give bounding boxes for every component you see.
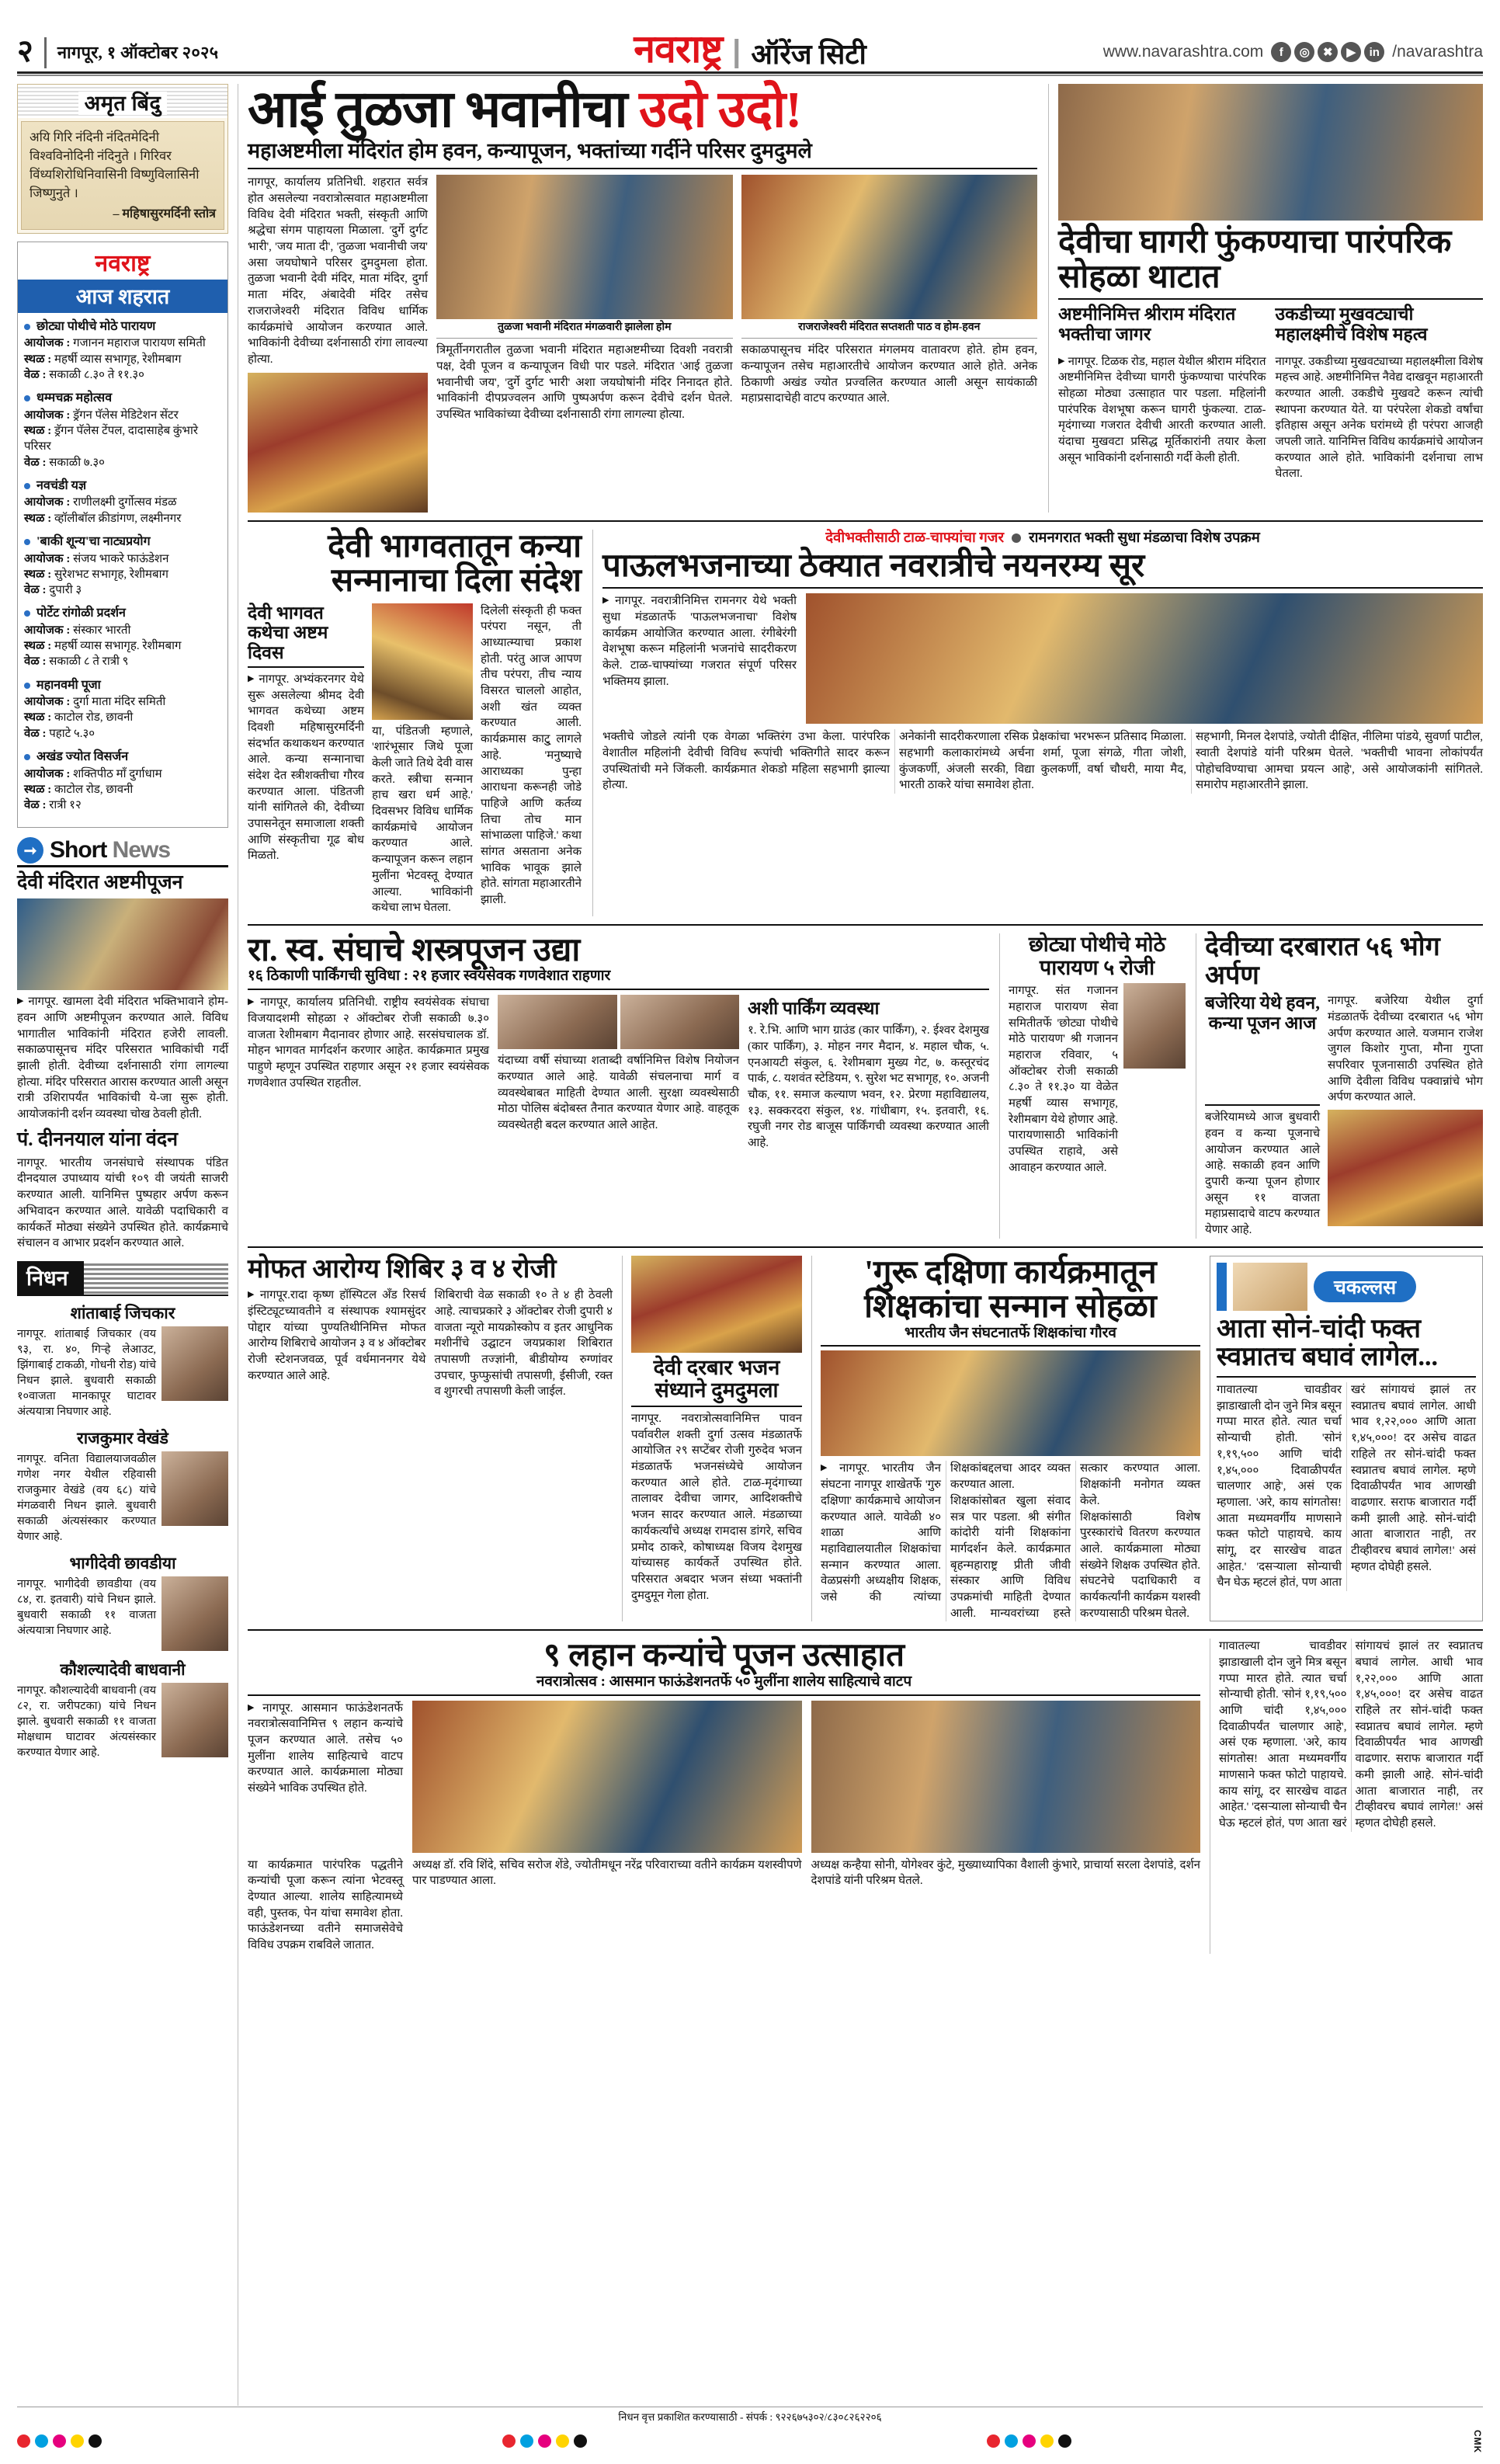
dot-black (89, 2434, 102, 2448)
lead-column-1 (248, 175, 428, 512)
amrit-bindu-body (21, 121, 224, 230)
top-block (248, 84, 1483, 513)
deceased-photo (161, 1326, 228, 1401)
cmyk-mark: CMK (1471, 2429, 1483, 2453)
story-paul[interactable] (592, 530, 1483, 916)
story-guru[interactable] (811, 1256, 1200, 1622)
list-item[interactable] (24, 605, 221, 669)
masthead-left (17, 33, 219, 68)
event-venue: स्थळ : काटोल रोड, छावनी (24, 711, 134, 725)
registration-dots (17, 2430, 1483, 2453)
story-bhagwat[interactable] (248, 530, 582, 916)
bhog-photo (1328, 1110, 1483, 1226)
event-venue: स्थळ : सुरेशभट सभागृह, रेशीमबाग (24, 568, 168, 581)
kanya-text-1: ▶ नागपूर. आसमान फाऊंडेशनतर्फे नवरात्रोत्सवानिमित्त ९ लहान कन्यांचे पूजन करण्यात आले. तसेच ५० मुलींना शालेय साहित्याचे वाटप करण्यात आले. कार्यक्रमाला मोठ्या संख्येने भाविक उपस्थित होते. (248, 1701, 403, 1853)
masthead-rule (17, 71, 1483, 76)
deceased-photo (161, 1451, 228, 1526)
lead-columns (248, 175, 1037, 512)
event-organizer: आयोजक : संजय भाकरे फाऊंडेशन (24, 552, 169, 565)
ghagri-sub-right: उकडीच्या मुखवट्याची महालक्ष्मीचे विशेष महत्व (1275, 304, 1428, 344)
dot-red (502, 2434, 516, 2448)
paul-kicker-red: देवीभक्तीसाठी टाळ-चाफ्यांचा गजर (825, 530, 1005, 546)
chakallas-text-overflow: गावातल्या चावडीवर झाडाखाली दोन जुने मित्र बसून गप्पा मारत होते. त्यात चर्चा सोन्याची होती. 'सोनं १,१९,५०० आणि चांदी १,४५,००० दिवाळीपर्यंत चालणार आहे', असं एक म्हणाला. 'अरे, काय सांगतोस! आता मध्यमवर्गीय माणसाने फक्त फोटो पाहायचे. काय सांगू, दर सारखेच वाढत आहेत.' 'दसऱ्याला सोन्याची चैन घेऊ म्हटलं होतं, पण आता खरं सांगायचं झालं तर स्वप्नातच बघावं लागेल. आधी भाव १,२२,००० आणि आता १,४५,०००! दर असेच वाढत राहिले तर सोनं-चांदी फक्त स्वप्नातच बघावं लागेल. म्हणे दिवाळीपर्यंत भाव आणखी वाढणार. सराफ बाजारात गर्दी कमी झाली आहे. सोनं-चांदी आता बाजारात नाही, तर टीव्हीवरच बघावं लागेल!' असं म्हणत दोघेही हसले. (1219, 1640, 1483, 1830)
bhagwat-strap: देवी भागवत कथेचा अष्टम दिवस (248, 603, 364, 668)
bhog-text-1: नागपूर. बजेरिया येथील दुर्गा मंडळातर्फे देवीच्या दरबारात ५६ भोग अर्पण करण्यात आले. यजमान राजेश जुगल किशोर गुप्ता, मौना गुप्ता सपरिवार पूजनासाठी उपस्थित होते आणि देवीला विविध पक्वान्नांचे भोग अर्पण करण्यात आले. (1328, 995, 1483, 1104)
today-bar-title: आज शहरात (18, 280, 227, 313)
dot-magenta (53, 2434, 66, 2448)
rss-text-2: यंदाच्या वर्षी संघाच्या शताब्दी वर्षानिमित्त विशेष नियोजन करण्यात आले आहे. यावेळी संचलनाचा मार्ग व व्यवस्थेबाबत माहिती देण्यात आली. सुरक्षा व्यवस्थेसाठी मोठा पोलिस बंदोबस्त तैनात करण्यात येणार आहे. वाहतूक व्यवस्थेतही बदल करण्यात आले आहेत. (498, 1055, 739, 1131)
amrit-verse: अयि गिरि नंदिनी नंदितमेदिनी विश्वविनोदिनी नंदिनुते । गिरिवर विंध्यशिरोधिनिवासिनी विष्णुविलासिनी जिष्णुनुते । (30, 130, 200, 200)
section-divider (248, 1246, 1483, 1248)
dot-cyan (35, 2434, 48, 2448)
event-time: वेळ : सकाळी ८ ते रात्री ९ (24, 655, 129, 669)
paul-text-1: ▶ नागपूर. नवरात्रीनिमित्त रामनगर येथे भक्ती सुधा मंडळातर्फे 'पाऊलभजनाचा' विशेष कार्यक्रम आयोजित करण्यात आला. रंगीबेरंगी वेशभूषा करून महिलांनी भजनांचे सादरीकरण केले. टाळ-चाफ्यांच्या गजरात संपूर्ण परिसर भक्तिमय झाला. (602, 593, 797, 724)
health-text-1: ▶ नागपूर.रादा कृष्ण हॉस्पिटल अँड रिसर्च इंस्टिट्यूटच्यावतीने व संस्थापक श्यामसुंदर पोद्दार यांच्या पुण्यतिथीनिमित्त मोफत आरोग्य शिबिराचे आयोजन ३ व ४ ऑक्टोबर रोजी स्टेशनजवळ, पूर्व वर्धमाननगर येथे करण्यात आले आहे. (248, 1288, 426, 1400)
kanya-credits-2: अध्यक्ष कन्हैया सोनी, योगेश्वर कुंटे, मुख्याध्यापिका वैशाली कुंभारे, प्राचार्या सरला देशपांडे, दर्शन देशपांडे यांनी परिश्रम घेतले. (811, 1858, 1200, 1888)
event-title: धम्मचक्र महोत्सव (24, 390, 221, 407)
bhagwat-text-2: या, पंडितजी म्हणाले, 'शारंभूसार जिथे पूजा केली जाते तिथे देवी वास करते. स्त्रीचा सन्मान हाच खरा धर्म आहे.' दिवसभर विविध धार्मिक कार्यक्रमांचे आयोजन करण्यात आले. कन्यापूजन करून लहान मुलींना भेटवस्तू देण्यात आल्या. भाविकांनी कथेचा लाभ घेतला. (372, 725, 473, 915)
story-bhajan[interactable] (622, 1256, 802, 1622)
arrow-right-icon: ➞ (17, 837, 43, 864)
event-venue: स्थळ : ड्रॅगन पॅलेस टेंपल, दादासाहेब कुंभारे परिसर (24, 425, 198, 454)
lead-photo-right (741, 175, 1038, 319)
lead-column-2 (436, 175, 733, 512)
guru-text-2: शिक्षकांसोबत खुला संवाद सत्र पार पडला. श्री संगीत कांदोरी यांनी शिक्षकांना मार्गदर्शन केले. कार्यक्रमात बृहन्महाराष्ट्र प्रीती जीवी संस्कार आणि विविध उपक्रमांची माहिती देण्यात आली. मान्यवरांच्या हस्ते सत्कार करण्यात आला. शिक्षकांनी मनोगत व्यक्त केले. (950, 1462, 1200, 1620)
bhagwat-photo (372, 603, 473, 720)
rss-text-1: ▶ नागपूर, कार्यालय प्रतिनिधी. राष्ट्रीय स्वयंसेवक संघाचा विजयादशमी सोहळा २ ऑक्टोबर रोजी सकाळी ७.३० वाजता रेशीमबाग मैदानावर होणार आहे. सरसंघचालक डॉ. मोहन भागवत मार्गदर्शन करणार आहेत. कार्यक्रमात प्रमुख पाहुणे म्हणून उपस्थित राहणार असून २१ हजार स्वयंसेवक गणवेशात उपस्थित राहतील. (248, 995, 489, 1152)
cartoon-icon (1233, 1263, 1307, 1311)
lead-column-3 (741, 175, 1038, 512)
x-twitter-icon[interactable]: ✖ (1318, 42, 1338, 62)
place-date: नागपूर, १ ऑक्टोबर २०२५ (57, 43, 219, 62)
portrait-photo-2 (620, 995, 740, 1049)
lead-headline (248, 84, 1037, 136)
lead-photo-center (436, 175, 733, 319)
blue-tab-marker (1217, 1263, 1227, 1311)
obituary-header (17, 1261, 228, 1296)
chakallas-column[interactable] (1210, 1256, 1483, 1622)
bhog-sub: बजेरिया येथे हवन, कन्या पूजन आज (1205, 993, 1320, 1106)
deceased-name: राजकुमार वेखंडे (77, 1428, 168, 1447)
obituary-row (17, 1326, 228, 1420)
dot-cyan (520, 2434, 533, 2448)
amrit-bindu-title: अमृत बिंदु (78, 92, 168, 115)
event-time: वेळ : रात्री १२ (24, 799, 82, 812)
kanya-text-2: या कार्यक्रमात पारंपरिक पद्धतीने कन्यांची पूजा करून त्यांना भेटवस्तू देण्यात आल्या. शालेय साहित्यामध्ये वही, पुस्तक, पेन यांचा समावेश होता. फाऊंडेशनच्या वतीने समाजसेवेचे विविध उपक्रम राबविले जातात. (248, 1858, 403, 1952)
footer-note: निधन वृत्त प्रकाशित करण्यासाठी - संपर्क : ९२२६७५३०२/८३०८२६२२०६ (17, 2407, 1483, 2429)
parking-text: १. रे.भि. आणि भाग ग्राउंड (कार पार्किंग), २. ईश्वर देशमुख (कार पार्किंग), ३. मोहन नगर मैदान, ४. महाल चौक, ५. एनआयटी संकुल, ६. रेशीमबाग मुख्य गेट, ७. कस्तूरचंद पार्क, ८. यशवंत स्टेडियम, ९. सुरेश भट सभागृह, १०. अजनी चौक, ११. समाज कल्याण भवन, १२. प्रेरणा महाविद्यालय, १३. सक्करदरा संकुल, १४. गांधीबाग, १५. इतवारी, १६. रघुजी नगर रोड बाजूस पार्किंगची व्यवस्था करण्यात आली आहे. (748, 1024, 989, 1150)
guru-strap: भारतीय जैन संघटनातर्फे शिक्षकांचा गौरव (821, 1325, 1200, 1347)
dot-red (17, 2434, 30, 2448)
event-time: वेळ : पहाटे ५.३० (24, 727, 95, 740)
lead-text-2: सकाळपासूनच मंदिर परिसरात मंगलमय वातावरण होते. होम हवन, कन्यापूजन तसेच महाआरतीचे आयोजन करण्यात आले होते. अनेक ठिकाणी अखंड ज्योत प्रज्वलित करण्यात आली असून सायंकाळी महाप्रसादाचेही वाटप करण्यात आले. (741, 344, 1037, 405)
ghagri-headline: देवीचा घागरी फुंकण्याचा पारंपरिक सोहळा थाटात (1058, 225, 1483, 300)
short-news-text: ▶ नागपूर. खामला देवी मंदिरात भक्तिभावाने होम-हवन आणि अष्टमीपूजन करण्यात आले. विविध भागातील भाविकांनी मंदिरात हजेरी लावली. सकाळपासूनच मंदिर परिसरात भाविकांची गर्दी झाली होती. देवीच्या दर्शनासाठी रांगा लागल्या होत्या. मंदिर परिसरात आरास करण्यात आली असून रात्री उशिरापर्यंत भाविकांची ये-जा सुरू होती. आयोजकांनी दर्शन व्यवस्था चोख ठेवली होती. (17, 994, 228, 1123)
instagram-icon[interactable]: ◎ (1294, 42, 1314, 62)
linkedin-icon[interactable]: in (1364, 42, 1384, 62)
deceased-photo (161, 1683, 228, 1757)
short-news-item[interactable] (17, 872, 228, 1123)
publication-logo: नवराष्ट्र (634, 27, 723, 71)
lead-text-3: त्रिमूर्तीनगरातील तुळजा भवानी मंदिरात महाअष्टमीच्या दिवशी नवरात्री पक्ष, देवी पूजन व कन्यापूजन विधी पार पडले. मंदिरात 'आई तुळजा भवानीची जय', 'दुर्गे दुर्गट भारी' अशा जयघोषांनी मंदिर निनादत होते. भाविकांनी दीपप्रज्वलन आणि पुष्पअर्पण करून देवीचे दर्शन घेतले. उपस्थित भाविकांच्या देवीच्या दर्शनासाठी रांगा लागल्या होत्या. (436, 344, 733, 421)
list-item[interactable] (24, 749, 221, 813)
bhagwat-text-3: दिलेली संस्कृती ही फक्त परंपरा नसून, ती आध्यात्म्याचा प्रकाश होती. परंतु आज आपण तीच परंपरा, तीच न्याय विसरत चाललो आहोत, अशी खंत व्यक्त करण्यात आली. कार्यक्रमास काटु् लागले आहे. 'मनुष्याचे आराध्यका पुन्हा आराधना करूनही जोडे पाहिजे आणि कर्तव्य तिचा ताेच मान सांभाळला पाहिजे.' कथा सांगत असताना अनेक भाविक भावूक झाले होते. सांगता महाआरतीने झाली. (481, 604, 582, 907)
paul-text-2: भक्तीचे जोडले त्यांनी एक वेगळा भक्तिरंग उभा केला. पारंपरिक वेशातील महिलांनी देवीची विविध रूपांची भक्तिगीते सादर करून उपस्थितांची मने जिंकली. कार्यक्रमात शेकडो महिला सहभागी झाल्या होत्या. (602, 731, 890, 792)
guru-text-3: शिक्षकांसाठी विशेष पुरस्कारांचे वितरण करण्यात आले. कार्यक्रमाला मोठ्या संख्येने शिक्षक उपस्थित होते. संघटनेचे पदाधिकारी व कार्यकर्त्यांनी कार्यक्रम यशस्वी करण्यासाठी परिश्रम घेतले. (1080, 1510, 1200, 1620)
dot-cyan (1005, 2434, 1018, 2448)
paul-headline: पाऊलभजनाच्या ठेक्यात नवरात्रीचे नयनरम्य सूर (602, 549, 1483, 589)
deceased-photo (161, 1576, 228, 1651)
dot-yellow (71, 2434, 84, 2448)
chakallas-headline: आता सोनं-चांदी फक्त स्वप्नातच बघावं लागेल... (1217, 1315, 1476, 1378)
chakallas-badge: चकल्लस (1314, 1271, 1416, 1302)
kanya-photo-1 (412, 1701, 802, 1853)
dot-magenta (538, 2434, 551, 2448)
obituary-entry[interactable] (17, 1552, 228, 1651)
today-event-list (18, 313, 227, 827)
story-kanya[interactable] (248, 1639, 1200, 1953)
amrit-source: – महिषासुरमर्दिनी स्तोत्र (113, 207, 216, 221)
ghagri-photo (1058, 84, 1483, 221)
chakallas-header (1217, 1263, 1476, 1311)
section-divider (248, 924, 1483, 926)
lead-headline-black: आई तुळजा भवानीचा (248, 82, 640, 138)
page-body (17, 84, 1483, 2406)
event-title: पोर्टेट रांगोळी प्रदर्शन (24, 605, 221, 622)
paul-columns (602, 729, 1483, 794)
amrit-bindu-box (17, 84, 228, 234)
logo-separator (734, 39, 738, 68)
portrait-photo-1 (498, 995, 617, 1049)
masthead-divider (44, 37, 47, 68)
event-venue: स्थळ : व्हॉलीबॉल क्रीडांगण, लक्ष्मीनगर (24, 512, 182, 525)
ghagri-text-right: नागपूर. उकडीच्या मुखवट्याच्या महालक्ष्मीला विशेष महत्त्व आहे. अष्टमीनिमित्त नैवेद्य दाखवून महाआरती करण्यात आली. उकडीचे मुखवटे करून त्यांची स्थापना करण्यात येते. या परंपरेला शेकडो वर्षांचा इतिहास असून अनेक घरांमध्ये ही परंपरा आजही जपली जाते. यानिमित्त विविध कार्यक्रमांचे आयोजन करण्यात आले होते. भाविकांनी दर्शनाचा लाभ घेतला. (1275, 355, 1483, 481)
health-headline: मोफत आरोग्य शिबिर ३ व ४ रोजी (248, 1254, 557, 1284)
kanya-credits-1: अध्यक्ष डॉ. रवि शिंदे, सचिव सरोज शेंडे, ज्योतीमधून नरेंद्र परिवाराच्या वतीने कार्यक्रम यशस्वीपणे पार पाडण्यात आला. (412, 1858, 802, 1888)
list-item[interactable] (24, 318, 221, 383)
youtube-icon[interactable]: ▶ (1341, 42, 1361, 62)
kanya-strap: नवरात्रोत्सव : आसमान फाऊंडेशनतर्फे ५० मुलींना शालेय साहित्याचे वाटप (248, 1673, 1200, 1696)
pothi-headline: छोट्या पोथीचे मोठे पारायण ५ रोजी (1028, 932, 1166, 979)
rss-strap: १६ ठिकाणी पार्किंगची सुविधा : २१ हजार स्वयंसेवक गणवेशात राहणार (248, 968, 989, 990)
deceased-name: कौशल्यादेवी बाधवानी (60, 1659, 186, 1679)
chakallas-text: गावातल्या चावडीवर झाडाखाली दोन जुने मित्र बसून गप्पा मारत होते. त्यात चर्चा सोन्याची होती. 'सोनं १,१९,५०० आणि चांदी १,४५,००० दिवाळीपर्यंत चालणार आहे', असं एक म्हणाला. 'अरे, काय सांगतोस! आता मध्यमवर्गीय माणसाने फक्त फोटो पाहायचे. काय सांगू, दर सारखेच वाढत आहेत.' 'दसऱ्याला सोन्याची चैन घेऊ म्हटलं होतं, पण आता खरं सांगायचं झालं तर स्वप्नातच बघावं लागेल. आधी भाव १,२२,००० आणि आता १,४५,०००! दर असेच वाढत राहिले तर सोनं-चांदी फक्त स्वप्नातच बघावं लागेल. म्हणे दिवाळीपर्यंत भाव आणखी वाढणार. सराफ बाजारात गर्दी कमी झाली आहे. सोनं-चांदी आता बाजारात नाही, तर टीव्हीवरच बघावं लागेल!' असं म्हणत दोघेही हसले. (1217, 1384, 1476, 1590)
event-time: वेळ : सकाळी ८.३० ते ११.३० (24, 368, 144, 381)
bhog-text-2: बजेरियामध्ये आज बुधवारी हवन व कन्या पूजनाचे आयोजन करण्यात आले आहे. सकाळी हवन आणि दुपारी कन्या पूजन होणार असून ११ वाजता महाप्रसादाचे वाटप करण्यात येणार आहे. (1205, 1111, 1320, 1236)
short-news-text: नागपूर. भारतीय जनसंघाचे संस्थापक पंडित दीनदयाल उपाध्याय यांची १०९ वी जयंती साजरी करण्यात आली. यानिमित्त पुष्पहार अर्पण करून अभिवादन करण्यात आले. यावेळी पदाधिकारी व कार्यकर्ते मोठ्या संख्येने उपस्थित होते. कार्यक्रमाचे संचालन व आभार प्रदर्शन करण्यात आले. (17, 1156, 228, 1250)
bhajan-photo (631, 1256, 802, 1353)
color-dots-right (987, 2434, 1071, 2448)
story-ghagri[interactable] (1048, 84, 1483, 513)
dot-black (1058, 2434, 1071, 2448)
event-title: छोट्या पोथीचे मोठे पारायण (24, 318, 221, 335)
event-venue: स्थळ : महर्षी व्यास सभागृह. रेशीमबाग (24, 640, 182, 653)
event-organizer: आयोजक : ड्रॅगन पॅलेस मेडिटेशन सेंटर (24, 408, 179, 422)
health-text-2: शिबिराची वेळ सकाळी १० ते ४ ही ठेवली आहे. त्याचप्रकारे ३ ऑक्टोबर रोजी दुपारी ४ वाजता न्यूरो मायक्रोस्कोप व इतर आधुनिक मशीनींचे उद्घाटन जयप्रकाश शिबिरात तपासणी तज्ज्ञांनी, बीडीयोग्य रुग्णांवर उपचार, फुप्फुसांची तपासणी, ईसीजी, रक्त व शुगरची तपासणी केली जाईल. (434, 1289, 613, 1399)
pothi-photo (1123, 983, 1186, 1069)
dot-yellow (556, 2434, 569, 2448)
fourth-block (248, 1256, 1483, 1622)
photo-caption: तुळजा भवानी मंदिरात मंगळवारी झालेला होम (436, 319, 733, 339)
story-pothi[interactable] (999, 933, 1186, 1239)
section-divider (248, 1629, 1483, 1631)
bhajan-headline: देवी दरबार भजन संध्याने दुमदुमला (631, 1357, 802, 1407)
bhagwat-col-2 (372, 603, 473, 916)
lead-text-1: नागपूर, कार्यालय प्रतिनिधी. शहरात सर्वत्र होत असलेल्या नवरात्रोत्सवात महाअष्टमीला विविध देवी मंदिरात भक्ती, संस्कृती आणि श्रद्धेचा संगम पाहायला मिळाला. 'दुर्गे दुर्गट भारी', 'जय माता दी', 'तुळजा भवानीची जय' असा जयघोषाने परिसर दुमदुमला होता. तुळजा भवानी देवी मंदिर, माता मंदिर, दुर्गा माता मंदिर, अंबादेवी मंदिर तसेच राजराजेश्वरी मंदिरात विविध धार्मिक कार्यक्रमांचे आयोजन करण्यात आले. भाविकांनी देवीच्या दर्शनासाठी रांगा लावल्या होत्या. (248, 176, 428, 366)
event-title: नवचंडी यज्ञ (24, 478, 221, 495)
story-health[interactable] (248, 1256, 613, 1622)
deceased-name: शांताबाई जिचकार (70, 1303, 175, 1322)
short-news-title: पं. दीननयाल यांना वंदन (17, 1128, 179, 1150)
list-item[interactable] (24, 677, 221, 742)
color-dots-center (502, 2434, 587, 2448)
today-logo: नवराष्ट्र (95, 250, 151, 276)
short-news-header (17, 837, 228, 867)
social-handle[interactable]: /navarashtra (1392, 43, 1483, 61)
header-stripes (84, 1261, 228, 1295)
story-56bhog[interactable] (1196, 933, 1483, 1239)
obituary-row (17, 1451, 228, 1545)
list-item[interactable] (24, 390, 221, 471)
today-in-city-box (17, 242, 228, 828)
second-block (248, 530, 1483, 916)
dot-black (574, 2434, 587, 2448)
bhagwat-headline: देवी भागवतातून कन्या सन्मानाचा दिला संदेश (328, 528, 582, 599)
obituary-entry[interactable] (17, 1302, 228, 1420)
short-news-item[interactable] (17, 1129, 228, 1252)
dot-yellow (1040, 2434, 1054, 2448)
event-title: महानवमी पूजा (24, 677, 221, 694)
obituary-row (17, 1683, 228, 1760)
story-rss[interactable] (248, 933, 989, 1239)
rss-photos (498, 995, 739, 1049)
rss-col-2 (498, 995, 739, 1152)
paul-photo (806, 593, 1483, 724)
event-organizer: आयोजक : संस्कार भारती (24, 624, 131, 637)
section-divider (248, 520, 1483, 522)
kanya-photo-2 (811, 1701, 1201, 1853)
obituary-text: नागपूर. शांताबाई जिचकार (वय ९३, रा. ४०, गिऱ्हे लेआउट, झिंगाबाई टाकळी, गोधनी रोड) यांचे निधन झाले. बुधवारी सकाळी १०वाजता मानकापूर घाटावर अंत्ययात्रा निघणार आहे. (17, 1327, 156, 1418)
kanya-headline: ९ लहान कन्यांचे पूजन उत्साहात (543, 1638, 905, 1674)
page-footer (17, 2407, 1483, 2453)
event-organizer: आयोजक : दुर्गा माता मंदिर समिती (24, 696, 166, 709)
event-organizer: आयोजक : गजानन महाराज पारायण समिती (24, 337, 206, 350)
short-news-title: देवी मंदिरात अष्टमीपूजन (17, 872, 183, 894)
masthead-center (634, 27, 866, 71)
main-content (238, 84, 1483, 2406)
dot-magenta (1023, 2434, 1036, 2448)
paul-kickers (602, 530, 1483, 547)
list-item[interactable] (24, 533, 221, 598)
event-venue: स्थळ : काटोल रोड, छावनी (24, 783, 134, 796)
rss-col-3 (748, 995, 989, 1152)
fifth-block (248, 1639, 1483, 1953)
social-icons (1271, 42, 1384, 62)
deceased-name: भागीदेवी छावडीया (69, 1553, 176, 1573)
event-organizer: आयोजक : राणीलक्ष्मी दुर्गोत्सव मंडळ (24, 496, 177, 509)
guru-headline: 'गुरू दक्षिणा कार्यक्रमातून शिक्षकांचा सन्मान सोहळा (864, 1254, 1157, 1326)
paul-text-4: सहभागी, मिनल देशपांडे, ज्योती दीक्षित, नीलिमा पांडये, सुवर्णा पाटील, स्वाती देशपांडे यांनी परिश्रम घेतले. 'भक्तीची भावना लोकांपर्यंत पोहोचविण्याचा आमचा प्रयत्न आहे', असे आयोजकांनी सांगितले. समारोप महाआरतीने झाला. (1196, 731, 1483, 792)
color-dots-left (17, 2434, 102, 2448)
obituary-row (17, 1576, 228, 1651)
bhog-headline: देवीच्या दरबारात ५६ भोग अर्पण (1205, 932, 1440, 990)
obituary-text: नागपूर. वनिता विद्यालयाजवळील गणेश नगर येथील रहिवासी राजकुमार वेखंडे (वय ६८) यांचे मंगळवारी निधन झाले. बुधवारी सकाळी अंत्यसंस्कार करण्यात येणार आहे. (17, 1452, 156, 1543)
parking-heading: अशी पार्किंग व्यवस्था (748, 999, 880, 1019)
lead-photo-left (248, 373, 428, 513)
bullet-icon (1012, 533, 1021, 543)
dot-red (987, 2434, 1000, 2448)
obituary-entry[interactable] (17, 1427, 228, 1545)
masthead (17, 11, 1483, 71)
photo-caption: राजराजेश्वरी मंदिरात सप्तशती पाठ व होम-हवन (741, 319, 1038, 339)
obituary-text: नागपूर. भागीदेवी छावडीया (वय ८४, रा. इतवारी) यांचे निधन झाले. बुधवारी सकाळी ११ वाजता अंत्ययात्रा निघणार आहे. (17, 1577, 156, 1637)
page-number: २ (17, 33, 33, 68)
ghagri-text-left: ▶ नागपूर. टिळक रोड, महाल येथील श्रीराम मंदिरात अष्टमीनिमित्त देवीच्या घागरी फुंकण्याचा पारंपरिक सोहळा मोठ्या उत्साहात पार पडला. महिलांनी पारंपरिक वेशभूषा करून घागरी फुंकल्या. टाळ-मृदंगाच्या गजरात देवीची आरती करण्यात आली. यंदाचा मुखवटा प्रसिद्ध मूर्तिकारांनी तयार केला असून भाविकांनी दर्शनासाठी गर्दी केली होती. (1058, 354, 1266, 483)
bhagwat-text-1: ▶ नागपूर. अभ्यंकरनगर येथे सुरू असलेल्या श्रीमद देवी भागवत कथेच्या अष्टम दिवशी महिषासुरमर्दिनी संदर्भात कथाकथन करण्यात आले. कन्या सन्मानाचा संदेश देत स्त्रीशक्तीचा गौरव करण्यात आला. पंडितजी यांनी सांगितले की, देवीच्या उपासनेतून समाजाला शक्ती आणि संस्कृतीचा गूढ बोध मिळतो. (248, 672, 364, 864)
website-url[interactable]: www.navarashtra.com (1102, 43, 1264, 61)
paul-body (602, 593, 1483, 724)
lead-story[interactable] (248, 84, 1037, 513)
event-time: वेळ : सकाळी ७.३० (24, 456, 105, 469)
chakallas-overflow (1210, 1639, 1483, 1953)
facebook-icon[interactable]: f (1271, 42, 1291, 62)
list-item[interactable] (24, 478, 221, 527)
lead-headline-red: उदो उदो! (639, 82, 802, 138)
short-news-photo (17, 898, 228, 990)
masthead-right (1103, 42, 1483, 68)
event-time: वेळ : दुपारी ३ (24, 584, 82, 596)
obituary-entry[interactable] (17, 1659, 228, 1760)
paul-text-3: अनेकांनी सादरीकरणाला रसिक प्रेक्षकांचा भरभरून प्रतिसाद मिळाला. सहभागी कलाकारांमध्ये अर्चना शर्मा, पूजा संगळे, गीता जोशी, कुंजकर्णी, अंजली सरकी, विद्या कुलकर्णी, वर्षा चौधरी, माया मैद, भारती ठाकरे यांचा समावेश होता. (899, 731, 1186, 792)
guru-text-1: ▶ नागपूर. भारतीय जैन संघटना नागपूर शाखेतर्फे 'गुरु दक्षिणा' कार्यक्रमाचे आयोजन करण्यात आले. यावेळी ४० शाळा आणि महाविद्यालयातील शिक्षकांचा सन्मान करण्यात आला. वेळप्रसंगी अध्यक्षीय शिक्षक, जसे की त्यांच्या शिक्षकांबद्दलचा आदर व्यक्त करण्यात आला. (821, 1461, 1071, 1621)
bhajan-text: नागपूर. नवरात्रोत्सवानिमित्त पावन पर्वावरील शक्ती दुर्गा उत्सव मंडळातर्फे आयोजित २९ सप्टेंबर रोजी गुरुदेव भजन मंडळातर्फे भजनसंध्येचे आयोजन करण्यात आले होते. टाळ-मृदंगाच्या तालावर देवीचा जागर, आदिशक्तीचे भजन सादर करण्यात आले. मंडळाच्या कार्यकर्त्यांचे अध्यक्ष रामदास डांगरे, सचिव प्रमोद ठाकरे, कोषाध्यक्ष विजय देशमुख यांच्यासह कार्यकर्ते उपस्थित होते. परिसरात अबदार भजन संध्या भक्तांनी दुमदुमून गेला होता. (631, 1413, 802, 1602)
obituary-heading: निधन (17, 1261, 84, 1295)
event-title: 'बाकी शून्य'चा नाट्यप्रयोग (24, 533, 221, 551)
paul-kicker-black: रामनगरात भक्ती सुधा मंडळाचा विशेष उपक्रम (1029, 530, 1260, 546)
obituary-text: नागपूर. कौशल्यादेवी बाधवानी (वय ८२, रा. जरीपटका) यांचे निधन झाले. बुधवारी सकाळी ११ वाजता मोक्षधाम घाटावर अंत्यसंस्कार करण्यात येणार आहे. (17, 1684, 156, 1759)
bhagwat-col-1 (248, 603, 364, 916)
lead-subhead: महाअष्टमीला मंदिरांत होम हवन, कन्यापूजन, भक्तांच्या गर्दीने परिसर दुमदुमले (248, 139, 1037, 169)
short-news-brand: Short News (50, 837, 171, 864)
ghagri-sub-left: अष्टमीनिमित्त श्रीराम मंदिरात भक्तीचा जागर (1058, 304, 1236, 344)
amrit-bindu-heading (18, 85, 227, 118)
sidebar (17, 84, 228, 2406)
guru-photo (821, 1350, 1200, 1456)
event-venue: स्थळ : महर्षी व्यास सभागृह, रेशीमबाग (24, 353, 182, 366)
event-organizer: आयोजक : शक्तिपीठ माँ दुर्गाधाम (24, 767, 162, 780)
third-block (248, 933, 1483, 1239)
pothi-text: नागपूर. संत गजानन महाराज पारायण सेवा समितीतर्फे 'छोट्या पोथीचे मोठे पारायण' श्री गजानन महाराज रविवार, ५ ऑक्टोबर रोजी सकाळी ८.३० ते ११.३० या वेळेत महर्षी व्यास सभागृह, रेशीमबाग येथे होणार आहे. पारायणासाठी भाविकांनी उपस्थित राहावे, असे आवाहन करण्यात आले. (1009, 985, 1118, 1174)
event-title: अखंड ज्योत विसर्जन (24, 749, 221, 766)
edition-name: ऑरेंज सिटी (751, 39, 866, 70)
rss-headline: रा. स्व. संघाचे शस्त्रपूजन उद्या (248, 932, 581, 968)
